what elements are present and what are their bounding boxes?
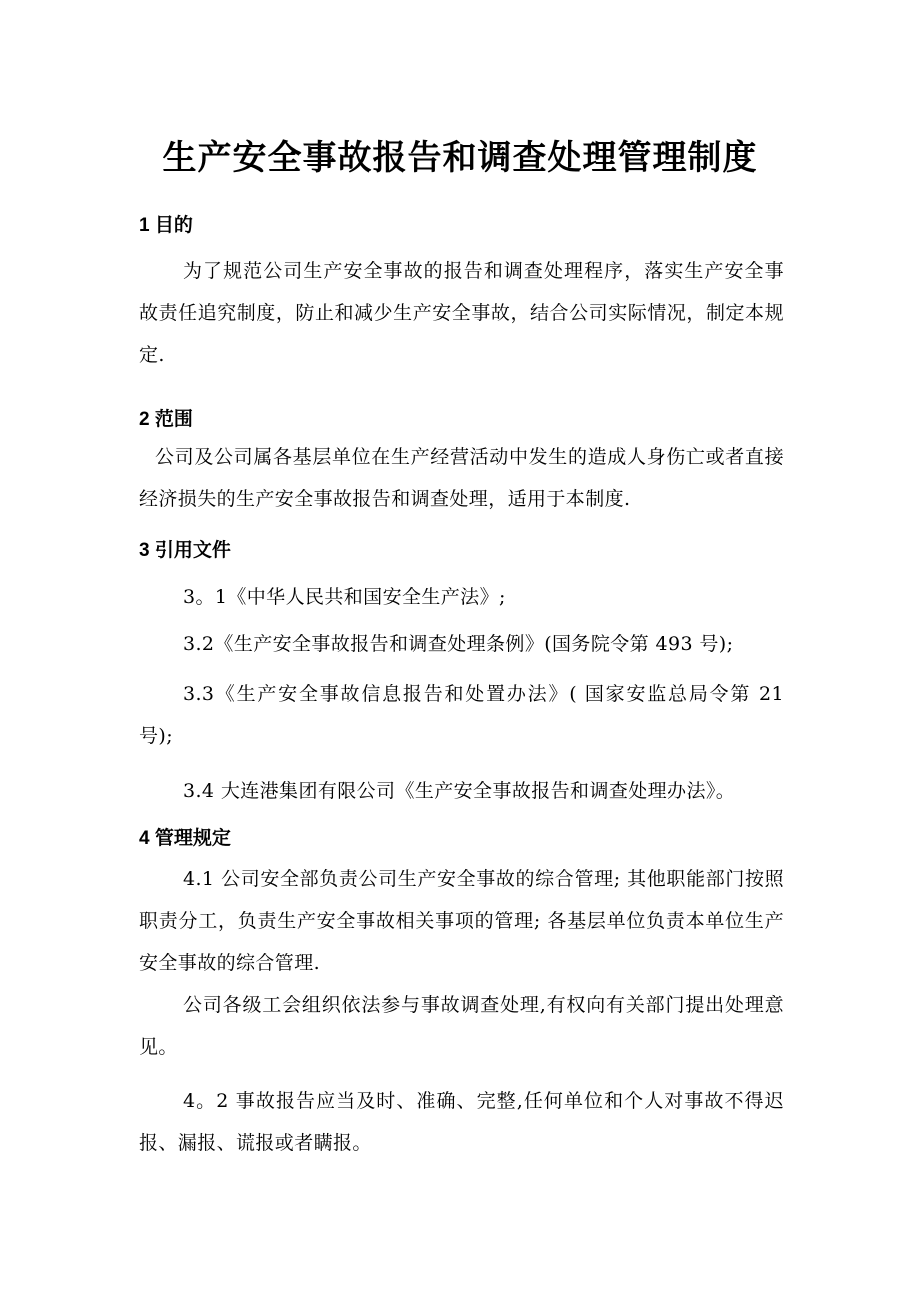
section-heading-references: 3 引用文件 (139, 540, 231, 561)
document-title: 生产安全事故报告和调查处理管理制度 (162, 138, 758, 178)
section-heading-purpose: 1 目的 (139, 215, 193, 236)
section-heading-regulations: 4 管理规定 (139, 828, 231, 849)
reference-item: 3.4 大连港集团有限公司《生产安全事故报告和调查处理办法》。 (183, 780, 736, 802)
regulation-paragraph-4-2: 4。2 事故报告应当及时、准确、完整,任何单位和个人对事故不得迟报、漏报、谎报或者瞒报。 (139, 1090, 784, 1154)
purpose-paragraph: 为了规范公司生产安全事故的报告和调查处理程序，落实生产安全事故责任追究制度，防止和减少生产安全事故，结合公司实际情况，制定本规定. (139, 260, 784, 366)
reference-item: 3。1《中华人民共和国安全生产法》; (183, 586, 506, 608)
reference-item: 3.3《生产安全事故信息报告和处置办法》( 国家安监总局令第 21 号); (139, 683, 784, 747)
regulation-paragraph-4-1: 4.1 公司安全部负责公司生产安全事故的综合管理; 其他职能部门按照职责分工，负责生产安全事故相关事项的管理; 各基层单位负责本单位生产安全事故的综合管理. (139, 868, 784, 974)
section-heading-scope: 2 范围 (139, 409, 193, 430)
reference-item: 3.2《生产安全事故报告和调查处理条例》(国务院令第 493 号); (183, 633, 734, 655)
scope-paragraph: 公司及公司属各基层单位在生产经营活动中发生的造成人身伤亡或者直接经济损失的生产安全事故报告和调查处理，适用于本制度. (139, 446, 784, 510)
regulation-paragraph-union: 公司各级工会组织依法参与事故调查处理,有权向有关部门提出处理意见。 (139, 994, 784, 1058)
